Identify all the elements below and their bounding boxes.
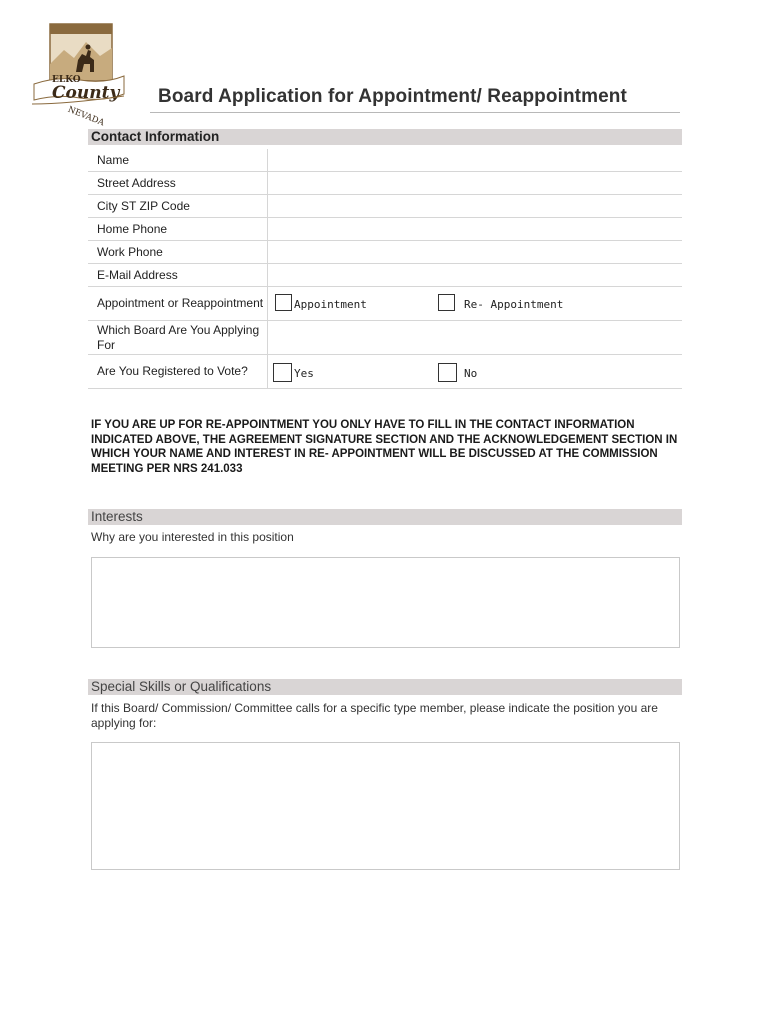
name-label: Name — [88, 149, 268, 172]
form-row-home-phone — [88, 218, 682, 241]
contact-form-table — [88, 149, 682, 389]
title-divider — [150, 112, 680, 113]
interests-prompt: Why are you interested in this position — [91, 530, 294, 544]
work-phone-label: Work Phone — [88, 241, 268, 264]
logo-text-elko: ELKO — [52, 75, 81, 85]
form-row-name — [88, 149, 682, 172]
vote-yes-label: Yes — [294, 367, 314, 380]
street-address-field[interactable] — [268, 172, 683, 195]
reappointment-notice: IF YOU ARE UP FOR RE-APPOINTMENT YOU ONLY HAVE TO FILL IN THE CONTACT INFORMATION INDICATED ABOVE, THE AGREEMENT SIGNATURE SECTION AND THE ACKNOWLEDGEMENT SECTION IN WHICH YOUR NAME AND INTEREST IN RE- APPOINTMENT WILL BE DISCUSSED AT THE COMMISSION MEETING PER NRS 241.033 — [91, 419, 678, 475]
city-st-zip-field[interactable] — [268, 195, 683, 218]
form-row-email — [88, 264, 682, 287]
interests-section-title: Interests — [91, 509, 143, 524]
skills-section-header — [88, 679, 682, 695]
elko-county-logo — [28, 20, 128, 128]
skills-textarea[interactable] — [91, 742, 680, 870]
form-row-board — [88, 321, 682, 355]
form-row-vote — [88, 355, 682, 389]
skills-section-title: Special Skills or Qualifications — [91, 679, 272, 694]
contact-section-title: Contact Information — [91, 129, 220, 144]
interests-textarea[interactable] — [91, 557, 680, 648]
vote-no-checkbox[interactable] — [438, 363, 457, 382]
reappointment-option-label: Re- Appointment — [464, 298, 564, 311]
appointment-type-label: Appointment or Reappointment — [88, 287, 268, 321]
home-phone-field[interactable] — [268, 218, 683, 241]
vote-yes-checkbox[interactable] — [273, 363, 292, 382]
page-title: Board Application for Appointment/ Reappointment — [158, 86, 627, 107]
email-label: E-Mail Address — [88, 264, 268, 287]
work-phone-field[interactable] — [268, 241, 683, 264]
form-row-work-phone — [88, 241, 682, 264]
interests-section-header — [88, 509, 682, 525]
registered-to-vote-label: Are You Registered to Vote? — [88, 355, 268, 389]
form-row-city — [88, 195, 682, 218]
skills-prompt: If this Board/ Commission/ Committee calls for a specific type member, please indicate the position you are applying for: — [91, 701, 658, 730]
home-phone-label: Home Phone — [88, 218, 268, 241]
appointment-options — [268, 287, 683, 321]
email-field[interactable] — [268, 264, 683, 287]
board-applying-field[interactable] — [268, 321, 683, 355]
form-row-appointment — [88, 287, 682, 321]
vote-options — [268, 355, 683, 389]
vote-no-label: No — [464, 367, 478, 380]
appointment-checkbox[interactable] — [275, 294, 292, 311]
appointment-option-label: Appointment — [294, 298, 367, 311]
reappointment-checkbox[interactable] — [438, 294, 455, 311]
street-address-label: Street Address — [88, 172, 268, 195]
form-row-street — [88, 172, 682, 195]
logo-text-nevada: NEVADA — [66, 104, 106, 128]
contact-section-header — [88, 129, 682, 145]
city-st-zip-label: City ST ZIP Code — [88, 195, 268, 218]
name-field[interactable] — [268, 149, 683, 172]
elko-county-seal-icon — [28, 20, 128, 128]
board-applying-label: Which Board Are You Applying For — [88, 321, 268, 355]
logo-text-county: County — [52, 83, 120, 103]
